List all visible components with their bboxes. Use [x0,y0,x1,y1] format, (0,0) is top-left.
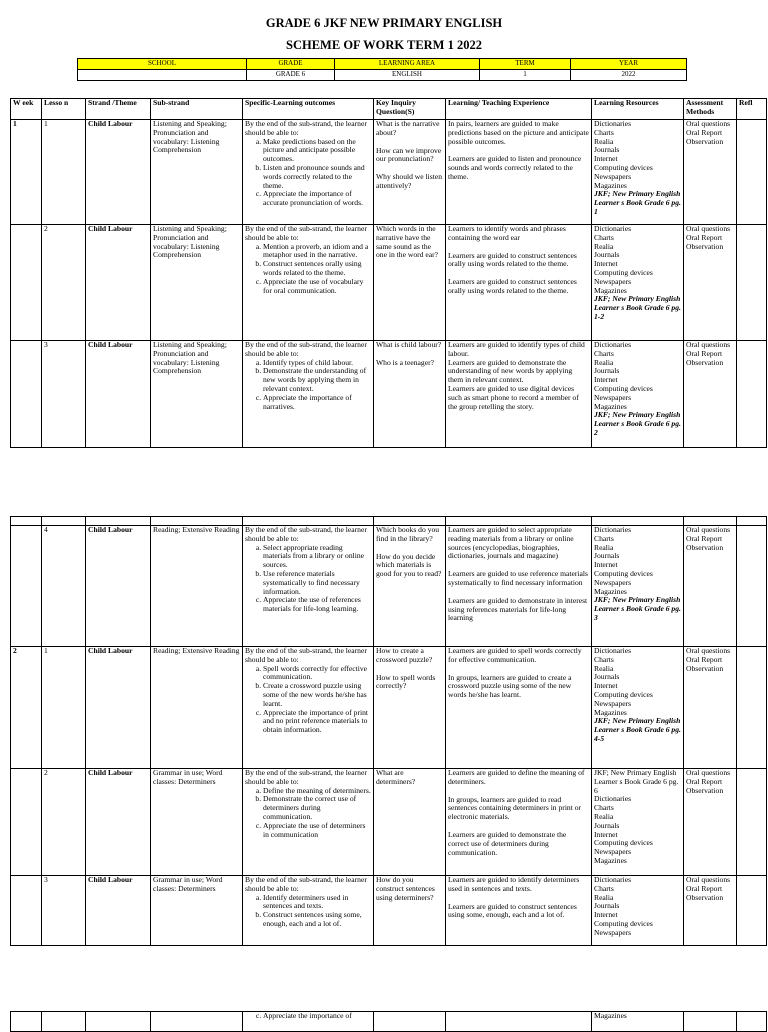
reflection-cell [737,876,767,946]
resource-item: Realia [594,357,614,367]
question-item: How do you decide which materials is good for you to read? [376,551,442,579]
reflection-cell [737,526,767,647]
outcomes-intro: By the end of the sub-strand, the learner should be able to: [245,119,367,137]
page-top-row [11,517,767,526]
col-substrand: Sub-strand [151,99,243,120]
assessment-item: Oral questions [686,119,731,128]
strand-cell: Child Labour [86,769,151,876]
experience-item: In groups, learners are guided to read sentences containing determiners in print or electronic materials. [448,794,582,822]
meta-value-grade: GRADE 6 [247,70,335,81]
resource-item: Computing devices [594,162,653,172]
assessment-item: Oral Report [686,776,723,786]
lesson-cell: 2 [42,769,86,876]
lesson-cell: 3 [42,876,86,946]
outcome-item: c. Appreciate the use of references materials for life-long learning. [263,596,371,614]
resource-item: Newspapers [594,698,632,708]
assessment-cell [684,876,737,946]
reflection-cell [737,225,767,341]
resource-item: Dictionaries [594,646,632,655]
strand-cell: Child Labour [86,876,151,946]
col-strand: Strand /Theme [86,99,151,120]
resources-cell [592,341,684,448]
resource-item: Charts [594,803,614,813]
resource-item: Internet [594,681,618,691]
resource-item: Magazines [594,855,627,865]
assessment-item: Oral questions [686,768,731,777]
assessment-item: Observation [686,241,724,251]
question-item: Who is a teenager? [376,357,434,367]
resource-item: Newspapers [594,927,632,937]
experience-cell [446,225,592,341]
experience-item: Learners are guided to spell words correctly for effective communication. [448,646,582,664]
outcomes-cell [243,225,374,341]
assessment-item: Oral questions [686,340,731,349]
substrand-cell: Grammar in use; Word classes: Determiners [151,769,243,876]
substrand-cell: Listening and Speaking; Pronunciation and vocabulary: Listening Comprehension [151,225,243,341]
outcomes-intro: By the end of the sub-strand, the learner should be able to: [245,224,367,242]
substrand-cell: Listening and Speaking; Pronunciation and vocabulary: Listening Comprehension [151,341,243,448]
resources-cell [592,769,684,876]
experience-item: Learners are guided to demonstrate in interest using references materials for life-long learning [448,595,588,623]
questions-cell [374,120,446,225]
outcome-item: c. Appreciate the importance of print and no print reference materials to obtain information. [263,709,371,735]
resource-item: Dictionaries [594,340,632,349]
experience-cell [446,769,592,876]
assessment-item: Oral questions [686,646,731,655]
outcomes-cell [243,341,374,448]
question-item: Which words in the narrative have the same sound as the one in the word ear? [376,224,438,260]
resource-item: Magazines [594,401,627,411]
lesson-cell: 2 [42,225,86,341]
assessment-item: Oral Report [686,348,723,358]
resource-item: Charts [594,533,614,543]
experience-item: In pairs, learners are guided to make predictions based on the picture and anticipate possible outcomes. [448,119,589,146]
outcome-item: b. Construct sentences using some, enough, each and a lot of. [263,911,371,929]
assessment-item: Observation [686,542,724,552]
document-title: GRADE 6 JKF NEW PRIMARY ENGLISH [265,16,503,30]
meta-value-learning-area: ENGLISH [335,70,480,81]
resources-cell [592,647,684,769]
outcome-item: b. Demonstrate the understanding of new words by applying them in relevant context. [263,367,371,393]
week-cell: 1 [11,120,42,225]
resource-item: Internet [594,829,618,839]
strand-cell: Child Labour [86,526,151,647]
table-row [11,341,767,448]
resource-book: JKF; New Primary English Learner s Book Grade 6 pg. 4-5 [594,716,681,743]
question-item: How to create a crossword puzzle? [376,646,433,664]
continued-outcome: c. Appreciate the importance of [263,1012,371,1021]
question-item: What are determiners? [376,768,416,786]
meta-header-grade: GRADE [247,59,335,70]
strand-cell: Child Labour [86,341,151,448]
resource-item: Journals [594,820,620,830]
col-experience: Learning/ Teaching Experience [446,99,592,120]
experience-item: Learners to identify words and phrases containing the word ear [448,224,566,242]
col-week: W eek [11,99,42,120]
question-item: What is child labour? [376,340,442,349]
outcome-item: a. Make predictions based on the picture and anticipate possible outcomes. [263,138,371,164]
assessment-cell [684,120,737,225]
col-lesson: Lesso n [42,99,86,120]
question-item: How can we improve our pronunciation? [376,145,442,164]
table-row [11,647,767,769]
question-item: Which books do you find in the library? [376,525,440,543]
experience-cell [446,526,592,647]
outcomes-list [245,665,371,735]
outcomes-list [245,138,371,208]
assessment-cell [684,526,737,647]
lesson-cell: 3 [42,341,86,448]
assessment-item: Oral Report [686,883,723,893]
col-reflection: Refl [737,99,767,120]
resource-item: Computing devices [594,568,653,578]
experience-cell [446,876,592,946]
scheme-table-page-2 [10,516,767,946]
resource-item: Dictionaries [594,119,632,128]
questions-cell [374,647,446,769]
week-cell [11,769,42,876]
questions-cell [374,876,446,946]
experience-item: Learners are guided to construct sentences orally using words related to the theme. [448,277,577,295]
question-item: What is the narrative about? [376,119,440,137]
table-row [11,876,767,946]
resource-item: Magazines [594,285,627,295]
strand-cell: Child Labour [86,120,151,225]
questions-cell [374,341,446,448]
resource-item: Computing devices [594,838,653,848]
resource-item: Realia [594,811,614,821]
meta-header-year: YEAR [571,59,687,70]
resource-item: Realia [594,663,614,673]
resource-item: Realia [594,892,614,902]
outcomes-cell [243,876,374,946]
week-cell [11,225,42,341]
strand-cell: Child Labour [86,225,151,341]
strand-cell: Child Labour [86,647,151,769]
scheme-table-page-1 [10,98,767,448]
outcome-item: a. Define the meaning of determiners. [263,787,371,796]
resource-item: Computing devices [594,267,653,277]
assessment-item: Observation [686,357,724,367]
table-row [11,225,767,341]
resource-item: Internet [594,375,618,385]
resource-item: Charts [594,127,614,137]
outcome-item: b. Create a crossword puzzle using some of the new words he/she has learnt. [263,682,371,708]
experience-cell [446,120,592,225]
assessment-cell [684,647,737,769]
outcomes-intro: By the end of the sub-strand, the learner should be able to: [245,340,367,358]
resource-item: Newspapers [594,392,632,402]
reflection-cell [737,647,767,769]
assessment-item: Oral questions [686,224,731,233]
resource-item: Internet [594,910,618,920]
outcome-item: c. Appreciate the importance of narratives. [263,394,371,412]
week-cell [11,876,42,946]
resource-item: Newspapers [594,577,632,587]
question-item: How do you construct sentences using determiners? [376,875,435,902]
resource-book: JKF; New Primary English Learner s Book Grade 6 pg. 3 [594,595,681,622]
assessment-item: Oral Report [686,232,723,242]
resources-cell [592,876,684,946]
outcomes-cell [243,647,374,769]
outcome-item: b. Construct sentences orally using words related to the theme. [263,260,371,278]
experience-item: Learners are guided to construct sentences using some, enough, each and a lot of. [448,901,577,920]
experience-cell [446,341,592,448]
outcomes-list [245,544,371,614]
assessment-item: Oral Report [686,654,723,664]
continued-resource: Magazines [592,1012,684,1032]
meta-header-term: TERM [480,59,571,70]
experience-item: Learners are guided to identify determiners used in sentences and texts. [448,875,580,893]
outcome-item: b. Demonstrate the correct use of determiners during communication. [263,795,371,821]
resource-item: Charts [594,348,614,358]
question-item: Why should we listen attentively? [376,172,443,190]
reflection-cell [737,120,767,225]
experience-item: Learners are guided to use reference materials systematically to find necessary information [448,569,588,587]
col-outcomes: Specific-Learning outcomes [243,99,374,120]
table-row [11,526,767,647]
assessment-item: Oral Report [686,533,723,543]
outcomes-list [245,359,371,412]
week-cell [11,526,42,647]
outcome-item: a. Spell words correctly for effective communication. [263,665,371,683]
experience-item: Learners are guided to identify types of child labour. Learners are guided to demonstrate the understanding of new words by applying them in relevant context. Learners are guided to use digital devices such as smart phone to record a member of the group retelling the story. [448,340,585,411]
scheme-table-page-3 [10,1011,767,1032]
outcome-item: b. Listen and pronounce sounds and words correctly related to the theme. [263,164,371,190]
resources-cell [592,225,684,341]
assessment-item: Observation [686,663,724,673]
lesson-cell: 4 [42,526,86,647]
resource-item: Dictionaries [594,794,632,804]
table-row [11,769,767,876]
experience-item: Learners are guided to listen and pronounce sounds and words correctly related to the theme. [448,154,582,181]
questions-cell [374,225,446,341]
outcome-item: c. Appreciate the use of determiners in communication [263,822,371,840]
resource-item: Charts [594,232,614,242]
resource-item: Realia [594,542,614,552]
meta-value-term: 1 [480,70,571,81]
col-questions: Key Inquiry Question(S) [374,99,446,120]
resource-item: Charts [594,654,614,664]
meta-table [77,58,687,81]
questions-cell [374,769,446,876]
resource-item: Realia [594,136,614,146]
assessment-item: Observation [686,892,724,902]
experience-item: Learners are guided to select appropriate reading materials from a library or online sources (encyclopedias, biographies, dictionaries, journals and magazine) [448,525,574,561]
experience-item: Learners are guided to construct sentences orally using words related to the theme. [448,250,577,269]
resource-item: Dictionaries [594,525,632,534]
resource-item: Dictionaries [594,224,632,233]
experience-item: In groups, learners are guided to create a crossword puzzle using some of the new words he/she has learnt. [448,672,572,700]
resource-item: Journals [594,551,620,561]
outcomes-list [245,894,371,929]
resource-item: Computing devices [594,918,653,928]
outcomes-list [245,243,371,296]
resource-item: Magazines [594,707,627,717]
col-assessment: Assessment Methods [684,99,737,120]
outcome-item: c. Appreciate the importance of accurate pronunciation of words. [263,190,371,208]
week-cell [11,341,42,448]
resources-cell [592,120,684,225]
resource-item: Internet [594,154,618,164]
outcome-item: a. Mention a proverb, an idiom and a metaphor used in the narrative. [263,243,371,261]
resource-item: Computing devices [594,689,653,699]
resource-item: Charts [594,883,614,893]
outcomes-intro: By the end of the sub-strand, the learner should be able to: [245,525,367,543]
resource-item: Magazines [594,180,627,190]
resource-item: Journals [594,901,620,911]
assessment-item: Observation [686,785,724,795]
week-cell: 2 [11,647,42,769]
outcomes-cell [243,769,374,876]
outcome-item: a. Identify types of child labour. [263,359,371,368]
resource-item: Newspapers [594,847,632,857]
substrand-cell: Listening and Speaking; Pronunciation and vocabulary: Listening Comprehension [151,120,243,225]
outcomes-intro: By the end of the sub-strand, the learner should be able to: [245,875,367,893]
question-item: How to spell words correctly? [376,672,436,691]
substrand-cell: Grammar in use; Word classes: Determiners [151,876,243,946]
outcome-item: c. Appreciate the use of vocabulary for oral communication. [263,278,371,296]
meta-header-learning-area: LEARNING AREA [335,59,480,70]
resource-book: JKF; New Primary English Learner s Book Grade 6 pg. 2 [594,410,681,437]
resource-item: Computing devices [594,383,653,393]
header-row [11,99,767,120]
reflection-cell [737,769,767,876]
experience-item: Learners are guided to define the meaning of determiners. [448,768,585,786]
reflection-cell [737,341,767,448]
assessment-cell [684,225,737,341]
substrand-cell: Reading; Extensive Reading [151,526,243,647]
resource-item: Realia [594,241,614,251]
continued-row [11,1012,767,1032]
resource-item: Newspapers [594,171,632,181]
assessment-item: Oral questions [686,875,731,884]
resource-item: Magazines [594,586,627,596]
outcomes-intro: By the end of the sub-strand, the learner should be able to: [245,768,367,786]
lesson-cell: 1 [42,120,86,225]
resource-item: Journals [594,672,620,682]
document-subtitle: SCHEME OF WORK TERM 1 2022 [286,38,482,52]
resource-item: Newspapers [594,276,632,286]
outcomes-intro: By the end of the sub-strand, the learner should be able to: [245,646,367,664]
questions-cell [374,526,446,647]
assessment-cell [684,769,737,876]
resource-item: Journals [594,145,620,155]
meta-value-school [78,70,247,81]
lesson-cell: 1 [42,647,86,769]
table-row [11,120,767,225]
resource-item: Journals [594,250,620,260]
outcome-item: a. Select appropriate reading materials from a library or online sources. [263,544,371,570]
resource-book: JKF; New Primary English Learner s Book Grade 6 pg. 1 [594,189,681,216]
experience-item: Learners are guided to demonstrate the correct use of determiners during communication. [448,829,567,857]
resource-item: Internet [594,560,618,570]
outcome-item: a. Identify determiners used in sentences and texts. [263,894,371,912]
meta-header-school: SCHOOL [78,59,247,70]
assessment-item: Oral questions [686,525,731,534]
outcome-item: b. Use reference materials systematically to find necessary information. [263,570,371,596]
outcomes-list [245,787,371,840]
assessment-item: Observation [686,136,724,146]
resources-cell [592,526,684,647]
resource-item: Journals [594,366,620,376]
assessment-item: Oral Report [686,127,723,137]
resource-item: Internet [594,259,618,269]
experience-cell [446,647,592,769]
resource-item: Dictionaries [594,875,632,884]
substrand-cell: Reading; Extensive Reading [151,647,243,769]
col-resources: Learning Resources [592,99,684,120]
outcomes-cell [243,526,374,647]
meta-value-year: 2022 [571,70,687,81]
outcomes-cell [243,120,374,225]
resource-book: JKF; New Primary English Learner s Book Grade 6 pg. 6 [594,768,679,795]
assessment-cell [684,341,737,448]
resource-book: JKF; New Primary English Learner s Book Grade 6 pg. 1-2 [594,294,681,321]
